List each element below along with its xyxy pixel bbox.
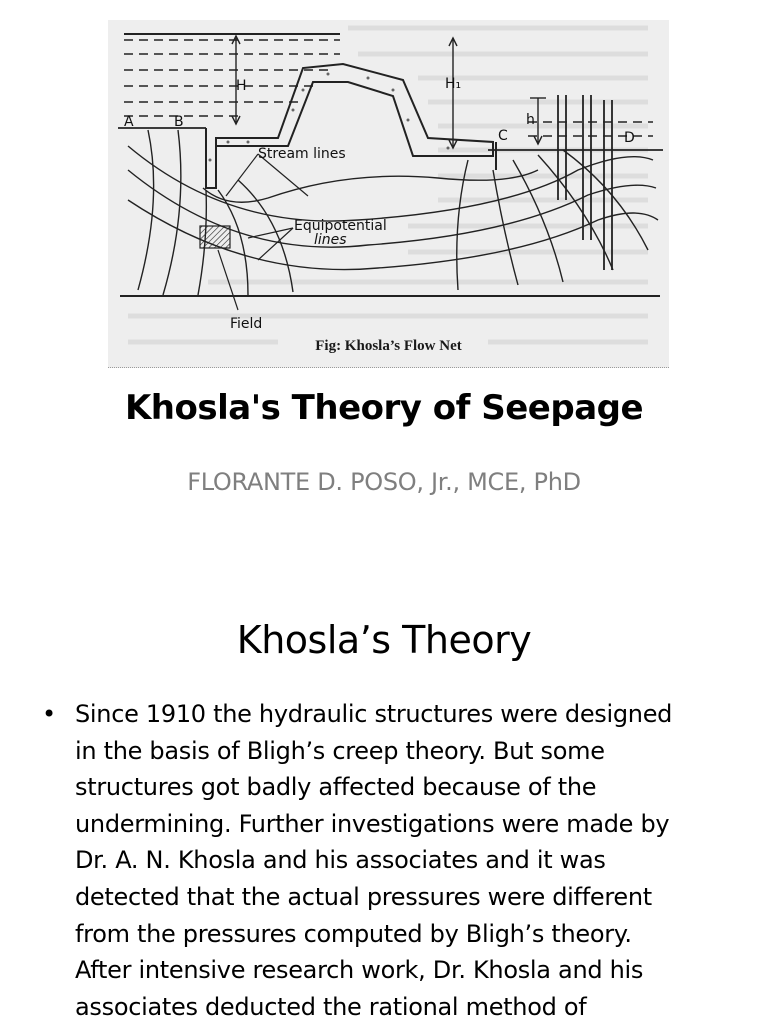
bullet-marker: •: [42, 700, 56, 728]
label-B: B: [174, 114, 184, 130]
equipotential-lines: [138, 130, 648, 295]
bullet-list: [42, 696, 722, 1024]
label-A: A: [124, 114, 134, 130]
label-equipotential: Equipotential: [294, 218, 387, 234]
bullet-line: associates deducted the rational method of: [75, 992, 587, 1021]
section-heading: Khosla’s Theory: [236, 618, 532, 662]
upstream-water-lines: [124, 40, 340, 116]
slide-title: Khosla's Theory of Seepage: [124, 388, 644, 428]
bullet-line: undermining. Further investigations were made by: [75, 809, 670, 838]
bullet-line: After intensive research work, Dr. Khosla and his: [75, 956, 644, 985]
bullet-line: detected that the actual pressures were different: [75, 882, 652, 911]
label-C: C: [498, 128, 508, 144]
flow-net-diagram: [108, 20, 669, 368]
figure-caption: Fig: Khosla’s Flow Net: [315, 338, 462, 354]
bullet-line: structures got badly affected because of the: [75, 773, 597, 802]
bullet-line: Since 1910 the hydraulic structures were designed: [75, 700, 673, 728]
label-D: D: [624, 130, 635, 146]
label-h: h: [526, 112, 535, 128]
label-stream-lines: Stream lines: [258, 146, 346, 162]
bullet-line: from the pressures computed by Bligh’s theory.: [75, 919, 632, 948]
slide-subtitle: FLORANTE D. POSO, Jr., MCE, PhD: [187, 468, 581, 496]
bullet-line: Dr. A. N. Khosla and his associates and it was: [75, 846, 606, 875]
label-equipotential-lines: lines: [314, 232, 347, 248]
field-element: [200, 226, 230, 248]
label-H1: H₁: [445, 76, 462, 92]
label-H: H: [236, 78, 247, 94]
flow-net-figure: [108, 20, 669, 368]
label-field: Field: [230, 316, 263, 332]
piezometer-tubes: [558, 95, 612, 270]
figure-bottom-border: [108, 367, 669, 368]
bullet-paragraph: [75, 696, 722, 1024]
bullet-line: in the basis of Bligh’s creep theory. But some: [75, 736, 605, 765]
